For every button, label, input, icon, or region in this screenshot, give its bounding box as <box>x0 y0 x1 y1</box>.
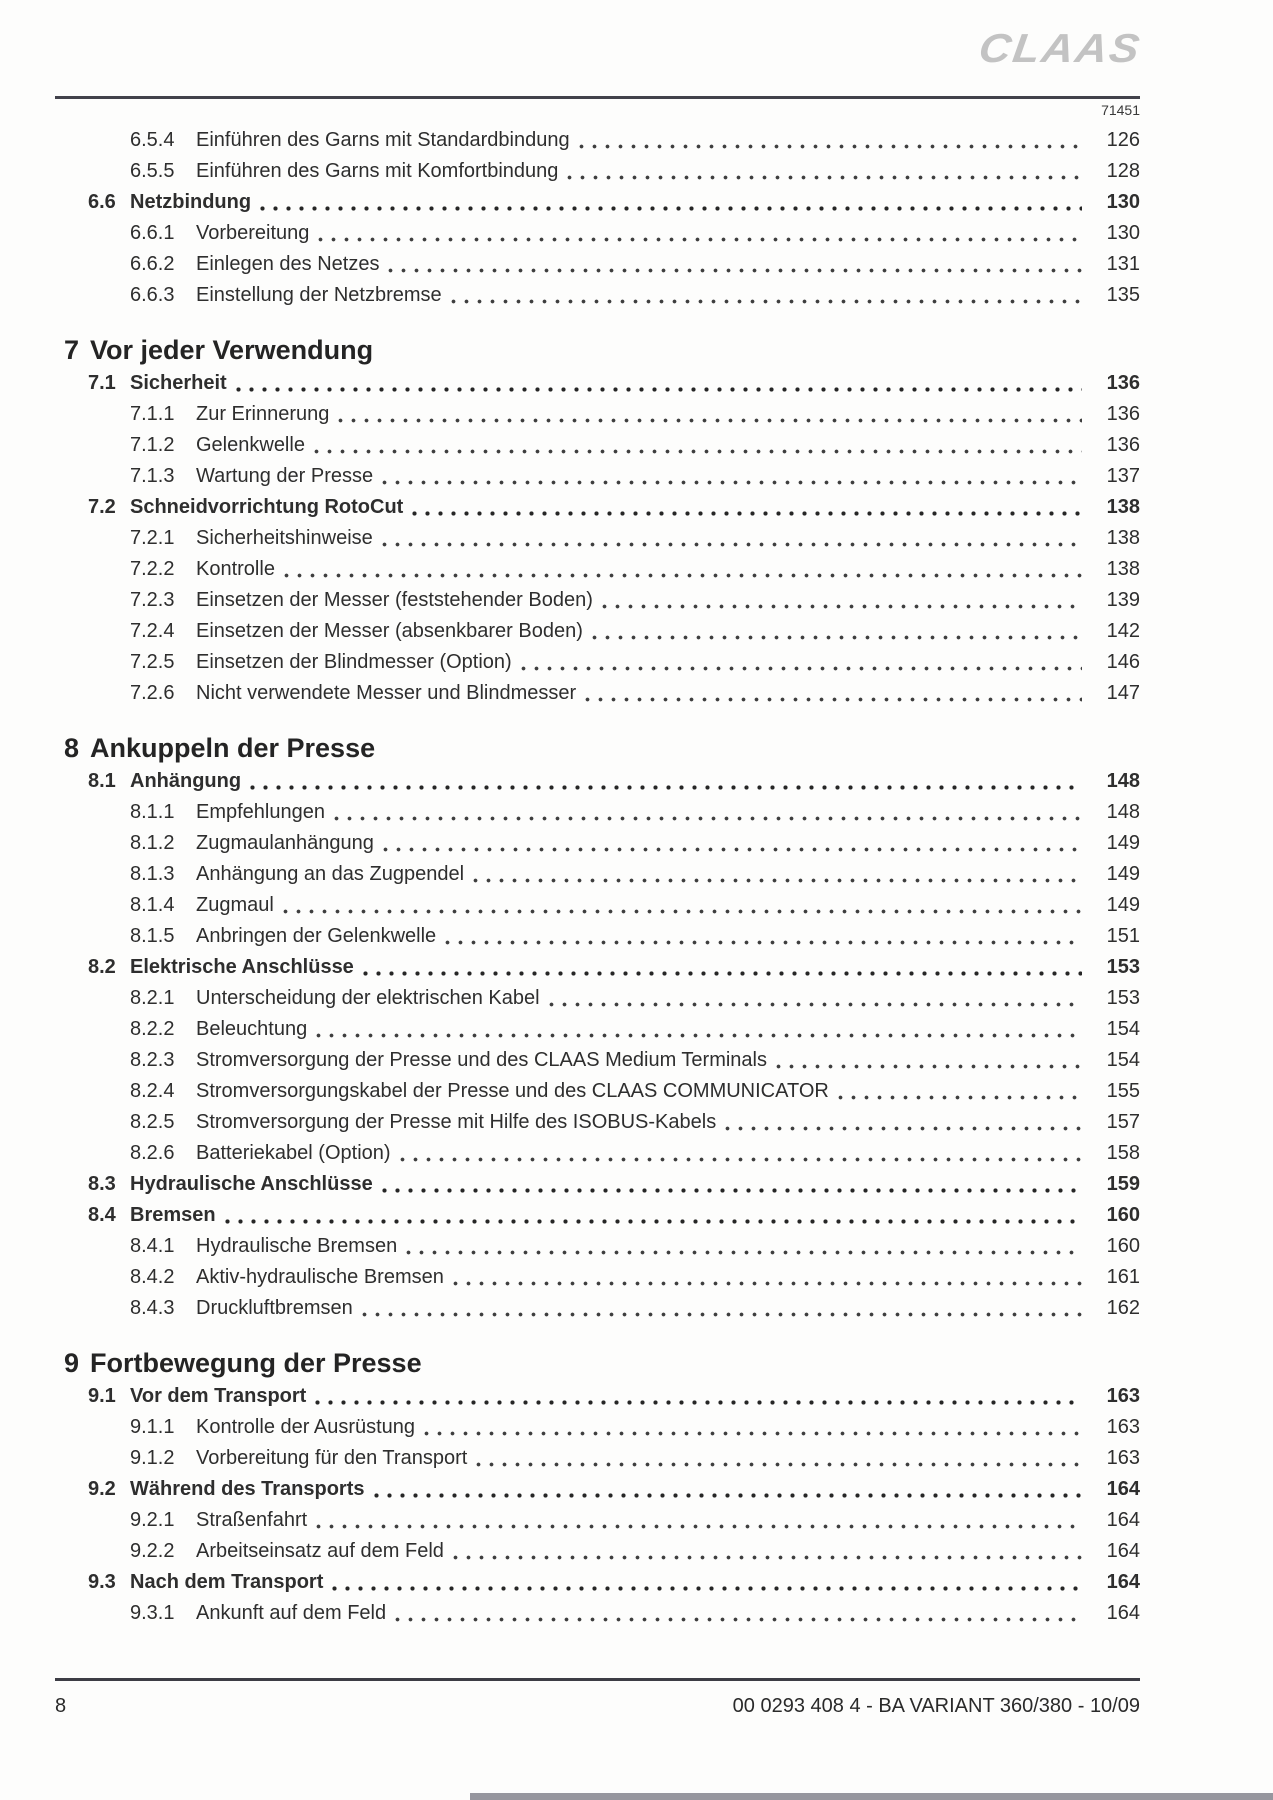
entry-page: 153 <box>1106 987 1140 1009</box>
leader-dots <box>363 971 1082 976</box>
entry-page: 161 <box>1106 1266 1140 1288</box>
entry-page: 154 <box>1106 1049 1140 1071</box>
toc-chapter-heading <box>55 730 1140 766</box>
entry-label: Einlegen des Netzes <box>196 253 380 275</box>
toc-entry <box>55 1412 1140 1443</box>
toc-entry <box>55 523 1140 554</box>
entry-number: 7.2.6 <box>130 682 175 704</box>
entry-label: Hydraulische Bremsen <box>196 1235 398 1257</box>
entry-number: 8.1.2 <box>130 832 175 854</box>
entry-number: 8.2.1 <box>130 987 175 1009</box>
entry-page: 164 <box>1106 1540 1140 1562</box>
toc-entry <box>55 461 1140 492</box>
entry-label: Wartung der Presse <box>196 465 374 487</box>
entry-label: Nach dem Transport <box>130 1571 324 1593</box>
leader-dots <box>838 1095 1082 1100</box>
entry-page: 164 <box>1106 1571 1140 1593</box>
page-footer <box>55 1678 1140 1718</box>
leader-dots <box>473 878 1082 883</box>
entry-number: 8.4 <box>88 1204 116 1226</box>
scan-edge-artifact <box>470 1793 1273 1800</box>
entry-page: 160 <box>1106 1204 1140 1226</box>
entry-number: 8.2.3 <box>130 1049 175 1071</box>
entry-number: 9.1.1 <box>130 1416 175 1438</box>
entry-page: 163 <box>1106 1385 1140 1407</box>
entry-number: 7.2.5 <box>130 651 175 673</box>
entry-label: Stromversorgung der Presse und des CLAAS Medium Terminals <box>196 1049 767 1071</box>
entry-number: 8.1 <box>88 770 116 792</box>
leader-dots <box>315 1400 1082 1405</box>
entry-page: 149 <box>1106 894 1140 916</box>
entry-page: 128 <box>1106 160 1140 182</box>
leader-dots <box>260 206 1082 211</box>
entry-label: Bremsen <box>130 1204 216 1226</box>
entry-page: 136 <box>1106 372 1140 394</box>
entry-number: 7.2.4 <box>130 620 175 642</box>
chapter-number: 9 <box>64 1347 80 1378</box>
toc-entry <box>55 983 1140 1014</box>
entry-number: 8.1.1 <box>130 801 175 823</box>
entry-number: 8.4.2 <box>130 1266 175 1288</box>
leader-dots <box>451 299 1082 304</box>
entry-page: 136 <box>1106 434 1140 456</box>
entry-number: 7.2.3 <box>130 589 175 611</box>
toc-entry <box>55 249 1140 280</box>
leader-dots <box>602 604 1082 609</box>
entry-page: 149 <box>1106 863 1140 885</box>
entry-number: 9.2.1 <box>130 1509 175 1531</box>
chapter-number: 7 <box>64 334 80 365</box>
entry-label: Einsetzen der Messer (absenkbarer Boden) <box>196 620 583 642</box>
doc-number: 71451 <box>1101 102 1140 118</box>
entry-number: 9.1.2 <box>130 1447 175 1469</box>
leader-dots <box>395 1617 1082 1622</box>
entry-number: 6.5.4 <box>130 129 175 151</box>
leader-dots <box>388 268 1082 273</box>
leader-dots <box>284 573 1082 578</box>
entry-label: Einführen des Garns mit Standardbindung <box>196 129 570 151</box>
chapter-number: 8 <box>64 732 80 763</box>
entry-page: 162 <box>1106 1297 1140 1319</box>
leader-dots <box>400 1157 1082 1162</box>
toc-entry <box>55 187 1140 218</box>
entry-page: 151 <box>1106 925 1140 947</box>
entry-label: Einsetzen der Messer (feststehender Boden) <box>196 589 593 611</box>
leader-dots <box>521 666 1082 671</box>
entry-page: 137 <box>1106 465 1140 487</box>
entry-label: Sicherheitshinweise <box>196 527 373 549</box>
entry-number: 8.2.5 <box>130 1111 175 1133</box>
entry-label: Vorbereitung <box>196 222 310 244</box>
entry-page: 163 <box>1106 1416 1140 1438</box>
entry-page: 155 <box>1106 1080 1140 1102</box>
leader-dots <box>412 511 1082 516</box>
chapter-title: Ankuppeln der Presse <box>90 732 376 763</box>
entry-page: 149 <box>1106 832 1140 854</box>
entry-page: 136 <box>1106 403 1140 425</box>
leader-dots <box>382 1188 1082 1193</box>
entry-label: Nicht verwendete Messer und Blindmesser <box>196 682 577 704</box>
entry-page: 163 <box>1106 1447 1140 1469</box>
toc-entry <box>55 828 1140 859</box>
entry-page: 164 <box>1106 1602 1140 1624</box>
leader-dots <box>374 1493 1083 1498</box>
leader-dots <box>476 1462 1082 1467</box>
leader-dots <box>318 237 1082 242</box>
entry-label: Beleuchtung <box>196 1018 308 1040</box>
leader-dots <box>316 1033 1082 1038</box>
toc-entry <box>55 1014 1140 1045</box>
entry-number: 7.2.1 <box>130 527 175 549</box>
entry-label: Zur Erinnerung <box>196 403 330 425</box>
entry-label: Einsetzen der Blindmesser (Option) <box>196 651 512 673</box>
entry-number: 7.1 <box>88 372 116 394</box>
leader-dots <box>453 1281 1082 1286</box>
leader-dots <box>549 1002 1082 1007</box>
entry-label: Einführen des Garns mit Komfortbindung <box>196 160 559 182</box>
leader-dots <box>362 1312 1082 1317</box>
toc-entry <box>55 492 1140 523</box>
chapter-title: Vor jeder Verwendung <box>90 334 374 365</box>
leader-dots <box>338 418 1082 423</box>
toc-entry <box>55 1598 1140 1629</box>
toc-entry <box>55 1262 1140 1293</box>
toc-entry <box>55 218 1140 249</box>
entry-label: Stromversorgung der Presse mit Hilfe des ISOBUS-Kabels <box>196 1111 717 1133</box>
entry-label: Zugmaul <box>196 894 274 916</box>
toc-chapter-heading <box>55 332 1140 368</box>
entry-label: Unterscheidung der elektrischen Kabel <box>196 987 540 1009</box>
entry-number: 7.1.1 <box>130 403 175 425</box>
toc-list <box>55 125 1140 1629</box>
page-header <box>55 0 1145 96</box>
entry-label: Vor dem Transport <box>130 1385 307 1407</box>
entry-number: 6.6.2 <box>130 253 175 275</box>
toc-entry <box>55 678 1140 709</box>
toc-entry <box>55 1443 1140 1474</box>
leader-dots <box>579 144 1082 149</box>
entry-label: Druckluftbremsen <box>196 1297 353 1319</box>
toc-entry <box>55 1169 1140 1200</box>
entry-label: Gelenkwelle <box>196 434 305 456</box>
entry-page: 153 <box>1106 956 1140 978</box>
entry-number: 8.2 <box>88 956 116 978</box>
toc-entry <box>55 1381 1140 1412</box>
entry-label: Straßenfahrt <box>196 1509 308 1531</box>
entry-number: 8.1.5 <box>130 925 175 947</box>
entry-label: Vorbereitung für den Transport <box>196 1447 468 1469</box>
entry-page: 164 <box>1106 1509 1140 1531</box>
entry-page: 135 <box>1106 284 1140 306</box>
leader-dots <box>776 1064 1082 1069</box>
entry-label: Schneidvorrichtung RotoCut <box>130 496 404 518</box>
entry-page: 131 <box>1106 253 1140 275</box>
leader-dots <box>382 480 1082 485</box>
entry-number: 8.4.1 <box>130 1235 175 1257</box>
toc-entry <box>55 368 1140 399</box>
entry-number: 9.3.1 <box>130 1602 175 1624</box>
entry-number: 6.6 <box>88 191 116 213</box>
leader-dots <box>445 940 1082 945</box>
leader-dots <box>332 1586 1082 1591</box>
entry-page: 159 <box>1106 1173 1140 1195</box>
entry-label: Anhängung an das Zugpendel <box>196 863 465 885</box>
toc-entry <box>55 156 1140 187</box>
entry-page: 138 <box>1106 558 1140 580</box>
footer-doc-ref: 00 0293 408 4 - BA VARIANT 360/380 - 10/09 <box>732 1695 1140 1717</box>
entry-page: 126 <box>1106 129 1140 151</box>
leader-dots <box>453 1555 1082 1560</box>
entry-page: 147 <box>1106 682 1140 704</box>
entry-label: Während des Transports <box>130 1478 365 1500</box>
toc-entry <box>55 1138 1140 1169</box>
toc-entry <box>55 1076 1140 1107</box>
entry-number: 9.2 <box>88 1478 116 1500</box>
entry-page: 139 <box>1106 589 1140 611</box>
entry-page: 158 <box>1106 1142 1140 1164</box>
toc-entry <box>55 1293 1140 1324</box>
chapter-title: Fortbewegung der Presse <box>90 1347 422 1378</box>
leader-dots <box>383 847 1082 852</box>
entry-number: 6.5.5 <box>130 160 175 182</box>
leader-dots <box>250 785 1082 790</box>
toc-entry <box>55 1474 1140 1505</box>
entry-page: 130 <box>1106 191 1140 213</box>
leader-dots <box>314 449 1082 454</box>
entry-number: 8.1.3 <box>130 863 175 885</box>
entry-number: 9.3 <box>88 1571 116 1593</box>
toc-entry <box>55 766 1140 797</box>
entry-page: 164 <box>1106 1478 1140 1500</box>
entry-number: 8.2.6 <box>130 1142 175 1164</box>
leader-dots <box>725 1126 1082 1131</box>
entry-number: 6.6.3 <box>130 284 175 306</box>
entry-label: Empfehlungen <box>196 801 325 823</box>
entry-number: 6.6.1 <box>130 222 175 244</box>
entry-number: 8.2.4 <box>130 1080 175 1102</box>
entry-number: 7.1.2 <box>130 434 175 456</box>
leader-dots <box>592 635 1082 640</box>
entry-page: 138 <box>1106 496 1140 518</box>
footer-page-number: 8 <box>55 1695 67 1717</box>
leader-dots <box>585 697 1082 702</box>
entry-label: Anhängung <box>130 770 242 792</box>
entry-number: 7.2.2 <box>130 558 175 580</box>
entry-number: 8.2.2 <box>130 1018 175 1040</box>
leader-dots <box>283 909 1082 914</box>
entry-page: 148 <box>1106 770 1140 792</box>
leader-dots <box>225 1219 1082 1224</box>
toc-entry <box>55 1107 1140 1138</box>
entry-number: 9.2.2 <box>130 1540 175 1562</box>
entry-page: 148 <box>1106 801 1140 823</box>
entry-page: 130 <box>1106 222 1140 244</box>
toc-entry <box>55 125 1140 156</box>
entry-page: 157 <box>1106 1111 1140 1133</box>
toc-entry <box>55 1505 1140 1536</box>
entry-number: 8.3 <box>88 1173 116 1195</box>
leader-dots <box>382 542 1082 547</box>
toc-entry <box>55 1231 1140 1262</box>
toc-chapter-heading <box>55 1345 1140 1381</box>
entry-page: 154 <box>1106 1018 1140 1040</box>
entry-number: 9.1 <box>88 1385 116 1407</box>
claas-logo: CLAAS <box>976 26 1145 72</box>
toc-entry <box>55 921 1140 952</box>
toc-entry <box>55 554 1140 585</box>
toc-entry <box>55 585 1140 616</box>
toc-entry <box>55 616 1140 647</box>
entry-label: Elektrische Anschlüsse <box>130 956 354 978</box>
entry-number: 8.1.4 <box>130 894 175 916</box>
entry-label: Anbringen der Gelenkwelle <box>196 925 437 947</box>
entry-label: Kontrolle <box>196 558 275 580</box>
entry-page: 160 <box>1106 1235 1140 1257</box>
entry-label: Netzbindung <box>130 191 252 213</box>
entry-page: 146 <box>1106 651 1140 673</box>
leader-dots <box>567 175 1082 180</box>
leader-dots <box>424 1431 1082 1436</box>
toc-entry <box>55 1200 1140 1231</box>
toc-entry <box>55 399 1140 430</box>
entry-label: Kontrolle der Ausrüstung <box>196 1416 416 1438</box>
toc-entry <box>55 797 1140 828</box>
entry-label: Stromversorgungskabel der Presse und des CLAAS COMMUNICATOR <box>196 1080 829 1102</box>
entry-label: Einstellung der Netzbremse <box>196 284 442 306</box>
leader-dots <box>316 1524 1082 1529</box>
entry-label: Ankunft auf dem Feld <box>196 1602 387 1624</box>
entry-label: Sicherheit <box>130 372 227 394</box>
entry-label: Aktiv-hydraulische Bremsen <box>196 1266 444 1288</box>
leader-dots <box>334 816 1082 821</box>
toc-entry <box>55 280 1140 311</box>
entry-page: 138 <box>1106 527 1140 549</box>
entry-number: 7.2 <box>88 496 116 518</box>
entry-number: 8.4.3 <box>130 1297 175 1319</box>
toc-entry <box>55 890 1140 921</box>
toc-entry <box>55 647 1140 678</box>
entry-label: Hydraulische Anschlüsse <box>130 1173 373 1195</box>
entry-label: Arbeitseinsatz auf dem Feld <box>196 1540 444 1562</box>
toc-entry <box>55 952 1140 983</box>
entry-number: 7.1.3 <box>130 465 175 487</box>
toc-entry <box>55 430 1140 461</box>
leader-dots <box>236 387 1082 392</box>
entry-label: Batteriekabel (Option) <box>196 1142 391 1164</box>
entry-page: 142 <box>1106 620 1140 642</box>
toc-entry <box>55 1045 1140 1076</box>
toc-entry <box>55 1536 1140 1567</box>
toc-entry <box>55 1567 1140 1598</box>
entry-label: Zugmaulanhängung <box>196 832 374 854</box>
toc-entry <box>55 859 1140 890</box>
leader-dots <box>406 1250 1082 1255</box>
